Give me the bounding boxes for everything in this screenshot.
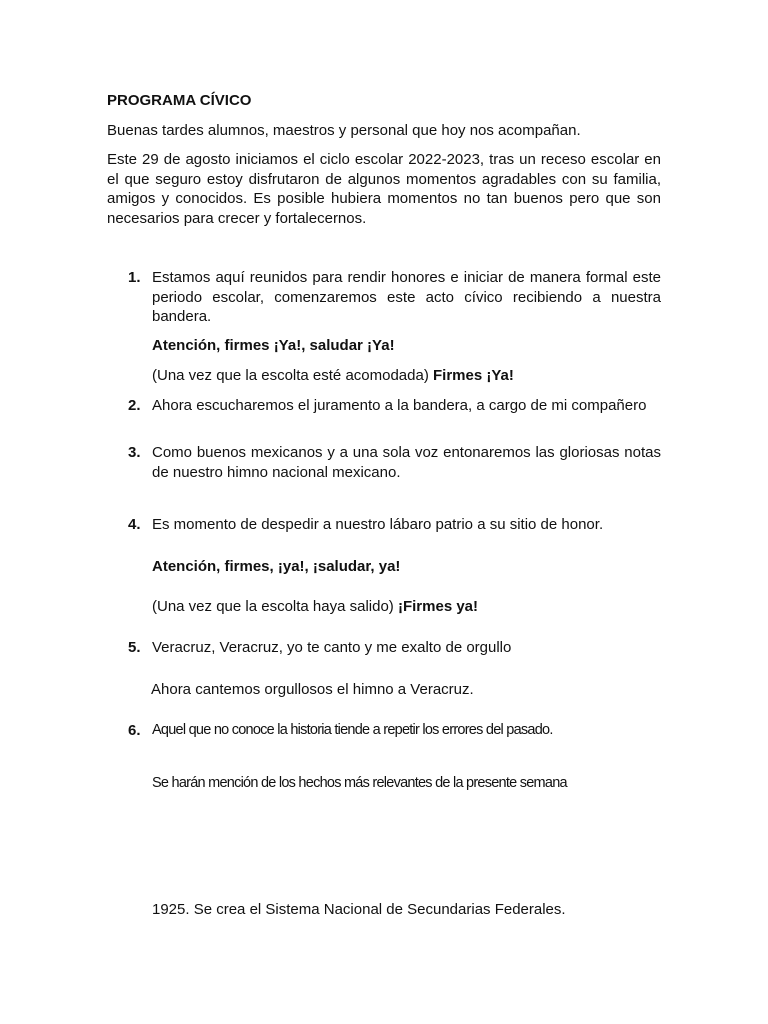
item-followup-6: Se harán mención de los hechos más relevantes de la presente semana [152, 775, 567, 791]
item-note-1 [152, 366, 514, 386]
item-command-1: Atención, firmes ¡Ya!, saludar ¡Ya! [152, 337, 395, 354]
item-number-5: 5. [128, 639, 141, 656]
intro-paragraph: Este 29 de agosto iniciamos el ciclo escolar 2022-2023, tras un receso escolar en el que seguro estoy disfrutaron de algunos momentos agradables con su familia, amigos y conocidos. Es posible hubiera momentos no tan buenos pero que son necesarios para crecer y fortalecernos. [107, 151, 661, 227]
item-followup-5: Ahora cantemos orgullosos el himno a Veracruz. [151, 681, 474, 698]
item-number-4: 4. [128, 516, 141, 533]
item-note-prefix-1: (Una vez que la escolta esté acomodada) [152, 367, 433, 384]
item-text-2: Ahora escucharemos el juramento a la bandera, a cargo de mi compañero [152, 397, 647, 414]
item-note-prefix-4: (Una vez que la escolta haya salido) [152, 598, 398, 615]
item-text-1: Estamos aquí reunidos para rendir honores e iniciar de manera formal este periodo escolar, comenzaremos este acto cívico recibiendo a nuestra bandera. [152, 269, 661, 325]
item-text-3: Como buenos mexicanos y a una sola voz entonaremos las gloriosas notas de nuestro himno nacional mexicano. [152, 444, 661, 481]
item-note-4 [152, 597, 478, 617]
item-number-2: 2. [128, 397, 141, 414]
item-text-5: Veracruz, Veracruz, yo te canto y me exalto de orgullo [152, 639, 512, 656]
item-number-6: 6. [128, 722, 141, 739]
item-number-1: 1. [128, 269, 141, 286]
item-command-4: Atención, firmes, ¡ya!, ¡saludar, ya! [152, 558, 401, 575]
item-text-4: Es momento de despedir a nuestro lábaro patrio a su sitio de honor. [152, 516, 604, 533]
item-note-bold-4: ¡Firmes ya! [397, 598, 479, 615]
greeting-paragraph: Buenas tardes alumnos, maestros y personal que hoy nos acompañan. [107, 122, 581, 139]
item-text-6: Aquel que no conoce la historia tiende a repetir los errores del pasado. [152, 722, 553, 738]
event-entry: 1925. Se crea el Sistema Nacional de Secundarias Federales. [152, 901, 566, 918]
document-title: PROGRAMA CÍVICO [107, 92, 252, 109]
item-number-3: 3. [128, 444, 141, 461]
item-note-bold-1: Firmes ¡Ya! [433, 367, 514, 384]
